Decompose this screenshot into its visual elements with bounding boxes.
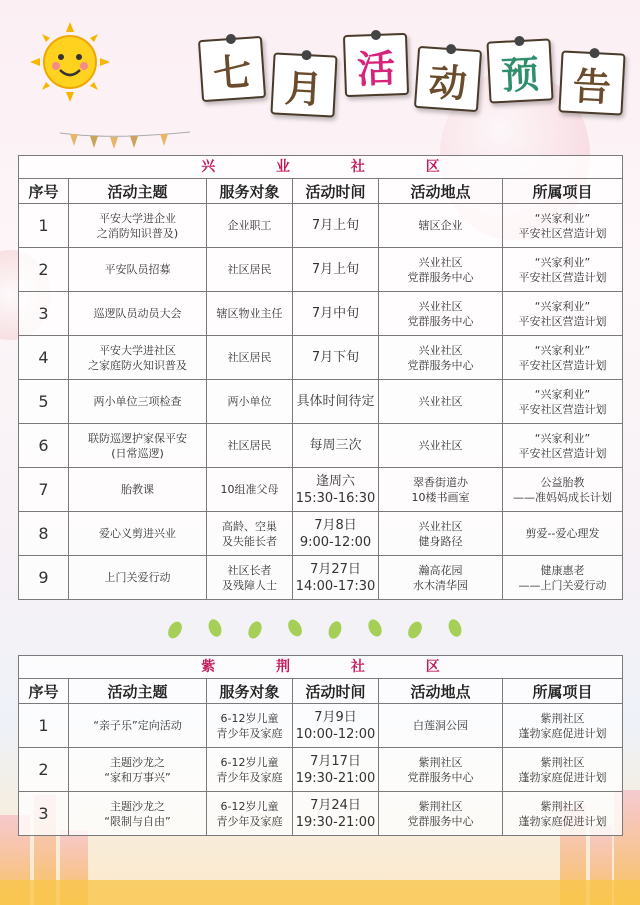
cell-line: 党群服务中心	[407, 314, 474, 328]
cell-topic	[69, 556, 207, 600]
cell-time	[293, 792, 379, 836]
cell-line: 巡逻队员动员大会	[93, 307, 182, 320]
cell-time	[293, 204, 379, 248]
cell-line: 剪爱--爱心理发	[525, 527, 600, 540]
cell-no: 2	[19, 748, 69, 792]
cell-line: 党群服务中心	[407, 770, 474, 784]
table-row	[19, 380, 623, 424]
cell-project	[503, 556, 623, 600]
cell-line: “亲子乐”定向活动	[93, 719, 182, 732]
cell-project	[503, 248, 623, 292]
cell-line: 每周三次	[309, 438, 362, 453]
cell-line: 10楼书画室	[411, 490, 470, 504]
zijing-activity-table	[18, 655, 623, 836]
table-row	[19, 704, 623, 748]
cell-time	[293, 336, 379, 380]
cell-place	[379, 512, 503, 556]
table-row	[19, 204, 623, 248]
bunting-decoration	[0, 128, 200, 158]
cell-line: 党群服务中心	[407, 814, 474, 828]
cell-line: 社区居民	[227, 351, 272, 364]
cell-time	[293, 292, 379, 336]
cell-line: 胎教课	[121, 483, 154, 496]
cell-no: 3	[19, 792, 69, 836]
cell-place	[379, 380, 503, 424]
cell-target	[207, 792, 293, 836]
cell-project	[503, 292, 623, 336]
cell-target	[207, 468, 293, 512]
cell-time	[293, 380, 379, 424]
title-tile: 预	[486, 38, 553, 103]
cell-line: ——准妈妈成长计划	[513, 490, 612, 504]
cell-line: “兴家利业”	[534, 387, 591, 401]
cell-line: 7月8日	[314, 517, 357, 533]
cell-line: 社区居民	[227, 263, 272, 276]
cell-line: 蓬勃家庭促进计划	[518, 770, 607, 784]
cell-place	[379, 424, 503, 468]
cell-line: (日常巡逻)	[111, 446, 164, 460]
cell-no: 1	[19, 204, 69, 248]
cell-line: 10:00-12:00	[295, 726, 376, 742]
column-header: 活动时间	[293, 179, 379, 204]
column-header: 活动主题	[69, 679, 207, 704]
column-header: 所属项目	[503, 679, 623, 704]
cell-line: 9:00-12:00	[299, 534, 372, 550]
cell-place	[379, 468, 503, 512]
cell-line: 19:30-21:00	[295, 770, 376, 786]
title-tile: 动	[414, 46, 482, 112]
cell-line: 上门关爱行动	[104, 571, 171, 584]
cell-line: 平安社区营造计划	[518, 226, 607, 240]
cell-line: 7月27日	[310, 561, 361, 577]
cell-line: 紫荆社区	[418, 799, 463, 813]
cell-line: 平安大学进企业	[99, 211, 176, 225]
cell-time	[293, 512, 379, 556]
title-tile: 七	[198, 36, 266, 102]
header-row	[19, 179, 623, 204]
cell-line: 平安社区营造计划	[518, 270, 607, 284]
cell-line: 具体时间待定	[296, 394, 375, 409]
cell-line: 青少年及家庭	[216, 726, 283, 740]
cell-no: 4	[19, 336, 69, 380]
cell-time	[293, 424, 379, 468]
cell-project	[503, 204, 623, 248]
cell-line: 平安社区营造计划	[518, 314, 607, 328]
cell-line: 6-12岁儿童	[220, 799, 279, 813]
cell-no: 1	[19, 704, 69, 748]
cell-line: 兴业社区	[418, 343, 463, 357]
table-row	[19, 556, 623, 600]
cell-line: 紫荆社区	[540, 799, 585, 813]
cell-line: 平安社区营造计划	[518, 402, 607, 416]
cell-line: 公益胎教	[540, 475, 585, 489]
cell-no: 8	[19, 512, 69, 556]
cell-topic	[69, 380, 207, 424]
cell-topic	[69, 748, 207, 792]
cell-line: 辖区物业主任	[216, 307, 283, 320]
cell-line: “家和万事兴”	[104, 770, 171, 784]
cell-topic	[69, 204, 207, 248]
column-header: 活动时间	[293, 679, 379, 704]
cell-no: 5	[19, 380, 69, 424]
community-name: 兴 业 社 区	[19, 156, 623, 179]
cell-target	[207, 704, 293, 748]
table-row	[19, 336, 623, 380]
cell-line: 逢周六	[315, 473, 355, 489]
community-name: 紫 荆 社 区	[19, 656, 623, 679]
cell-line: 翠香街道办	[413, 475, 468, 489]
cell-project	[503, 380, 623, 424]
cell-line: “限制与自由”	[104, 814, 171, 828]
cell-line: 平安社区营造计划	[518, 446, 607, 460]
cell-project	[503, 424, 623, 468]
title-tile: 告	[558, 50, 625, 115]
cell-target	[207, 424, 293, 468]
table-row	[19, 292, 623, 336]
title-tile: 月	[270, 52, 337, 117]
cell-line: 7月上旬	[311, 218, 360, 233]
column-header: 服务对象	[207, 179, 293, 204]
cell-line: 紫荆社区	[540, 711, 585, 725]
cell-target	[207, 512, 293, 556]
cell-line: 之家庭防火知识普及	[88, 358, 187, 372]
cell-no: 6	[19, 424, 69, 468]
cell-line: 7月24日	[310, 797, 361, 813]
cell-place	[379, 704, 503, 748]
cell-line: 兴业社区	[418, 439, 463, 452]
cell-line: 兴业社区	[418, 299, 463, 313]
cell-line: 两小单位三项检查	[93, 395, 182, 408]
cell-project	[503, 468, 623, 512]
cell-line: 高龄、空巢	[222, 519, 277, 533]
cell-line: ——上门关爱行动	[518, 578, 607, 592]
cell-line: 10组准父母	[220, 483, 279, 496]
cell-line: 7月17日	[310, 753, 361, 769]
cell-line: 健康惠老	[540, 563, 585, 577]
cell-place	[379, 248, 503, 292]
cell-place	[379, 792, 503, 836]
cell-line: 蓬勃家庭促进计划	[518, 726, 607, 740]
cell-line: 及残障人士	[222, 578, 277, 592]
cell-line: 主题沙龙之	[110, 755, 165, 769]
cell-line: 14:00-17:30	[295, 578, 376, 594]
column-header: 活动主题	[69, 179, 207, 204]
cell-line: 社区长者	[227, 563, 272, 577]
title-tile: 活	[343, 33, 409, 97]
cell-line: 爱心义剪进兴业	[99, 527, 176, 540]
cell-line: 辖区企业	[418, 219, 463, 232]
table-row	[19, 792, 623, 836]
cell-project	[503, 512, 623, 556]
table-row	[19, 748, 623, 792]
cell-topic	[69, 468, 207, 512]
cell-target	[207, 556, 293, 600]
cell-topic	[69, 292, 207, 336]
cell-place	[379, 336, 503, 380]
cell-line: 平安大学进社区	[99, 343, 176, 357]
cell-line: 兴业社区	[418, 395, 463, 408]
column-header: 所属项目	[503, 179, 623, 204]
cell-line: 主题沙龙之	[110, 799, 165, 813]
cell-target	[207, 248, 293, 292]
cell-line: “兴家利业”	[534, 211, 591, 225]
column-header: 服务对象	[207, 679, 293, 704]
cell-line: 6-12岁儿童	[220, 711, 279, 725]
cell-place	[379, 292, 503, 336]
table-row	[19, 424, 623, 468]
cell-line: 及失能长者	[222, 534, 277, 548]
column-header: 活动地点	[379, 679, 503, 704]
cell-line: 蓬勃家庭促进计划	[518, 814, 607, 828]
cell-line: 之消防知识普及)	[96, 226, 179, 240]
cell-line: 15:30-16:30	[295, 490, 376, 506]
cell-line: 平安队员招募	[104, 263, 171, 276]
cell-project	[503, 748, 623, 792]
cell-line: 党群服务中心	[407, 358, 474, 372]
cell-no: 7	[19, 468, 69, 512]
cell-target	[207, 204, 293, 248]
cell-topic	[69, 424, 207, 468]
cell-line: 青少年及家庭	[216, 770, 283, 784]
cell-line: 平安社区营造计划	[518, 358, 607, 372]
cell-line: 社区居民	[227, 439, 272, 452]
sun-icon	[30, 22, 110, 102]
cell-line: 兴业社区	[418, 255, 463, 269]
cell-topic	[69, 336, 207, 380]
page-title	[200, 18, 640, 112]
cell-time	[293, 556, 379, 600]
cell-line: 紫荆社区	[418, 755, 463, 769]
column-header: 活动地点	[379, 179, 503, 204]
cell-line: 白莲洞公园	[413, 719, 468, 732]
cell-time	[293, 704, 379, 748]
cell-target	[207, 380, 293, 424]
cell-project	[503, 792, 623, 836]
cell-target	[207, 292, 293, 336]
cell-topic	[69, 248, 207, 292]
cell-topic	[69, 512, 207, 556]
cell-place	[379, 204, 503, 248]
cell-place	[379, 556, 503, 600]
cell-line: 19:30-21:00	[295, 814, 376, 830]
cell-project	[503, 336, 623, 380]
cell-line: 两小单位	[227, 395, 272, 408]
cell-no: 2	[19, 248, 69, 292]
cell-line: 7月中旬	[311, 306, 360, 321]
cell-line: 青少年及家庭	[216, 814, 283, 828]
cell-line: 企业职工	[227, 219, 272, 232]
cell-topic	[69, 792, 207, 836]
table-row	[19, 248, 623, 292]
column-header: 序号	[19, 179, 69, 204]
cell-time	[293, 248, 379, 292]
cell-project	[503, 704, 623, 748]
cell-line: 兴业社区	[418, 519, 463, 533]
cell-line: 7月下旬	[311, 350, 360, 365]
cell-line: 党群服务中心	[407, 270, 474, 284]
cell-line: “兴家利业”	[534, 431, 591, 445]
leaves-decoration	[165, 618, 485, 640]
xingye-activity-table	[18, 155, 623, 600]
cell-time	[293, 748, 379, 792]
header-row	[19, 679, 623, 704]
cell-line: 水木清华园	[413, 578, 468, 592]
cell-line: 紫荆社区	[540, 755, 585, 769]
table-row	[19, 512, 623, 556]
cell-line: 7月上旬	[311, 262, 360, 277]
cell-line: “兴家利业”	[534, 343, 591, 357]
cell-line: “兴家利业”	[534, 299, 591, 313]
cell-line: 瀚高花园	[418, 563, 463, 577]
cell-line: “兴家利业”	[534, 255, 591, 269]
column-header: 序号	[19, 679, 69, 704]
cell-place	[379, 748, 503, 792]
cell-line: 7月9日	[314, 709, 357, 725]
cell-time	[293, 468, 379, 512]
cell-line: 健身路径	[418, 534, 463, 548]
cell-no: 3	[19, 292, 69, 336]
cell-no: 9	[19, 556, 69, 600]
cell-line: 6-12岁儿童	[220, 755, 279, 769]
cell-topic	[69, 704, 207, 748]
cell-line: 联防巡逻护家保平安	[88, 431, 187, 445]
table-row	[19, 468, 623, 512]
cell-target	[207, 336, 293, 380]
cell-target	[207, 748, 293, 792]
